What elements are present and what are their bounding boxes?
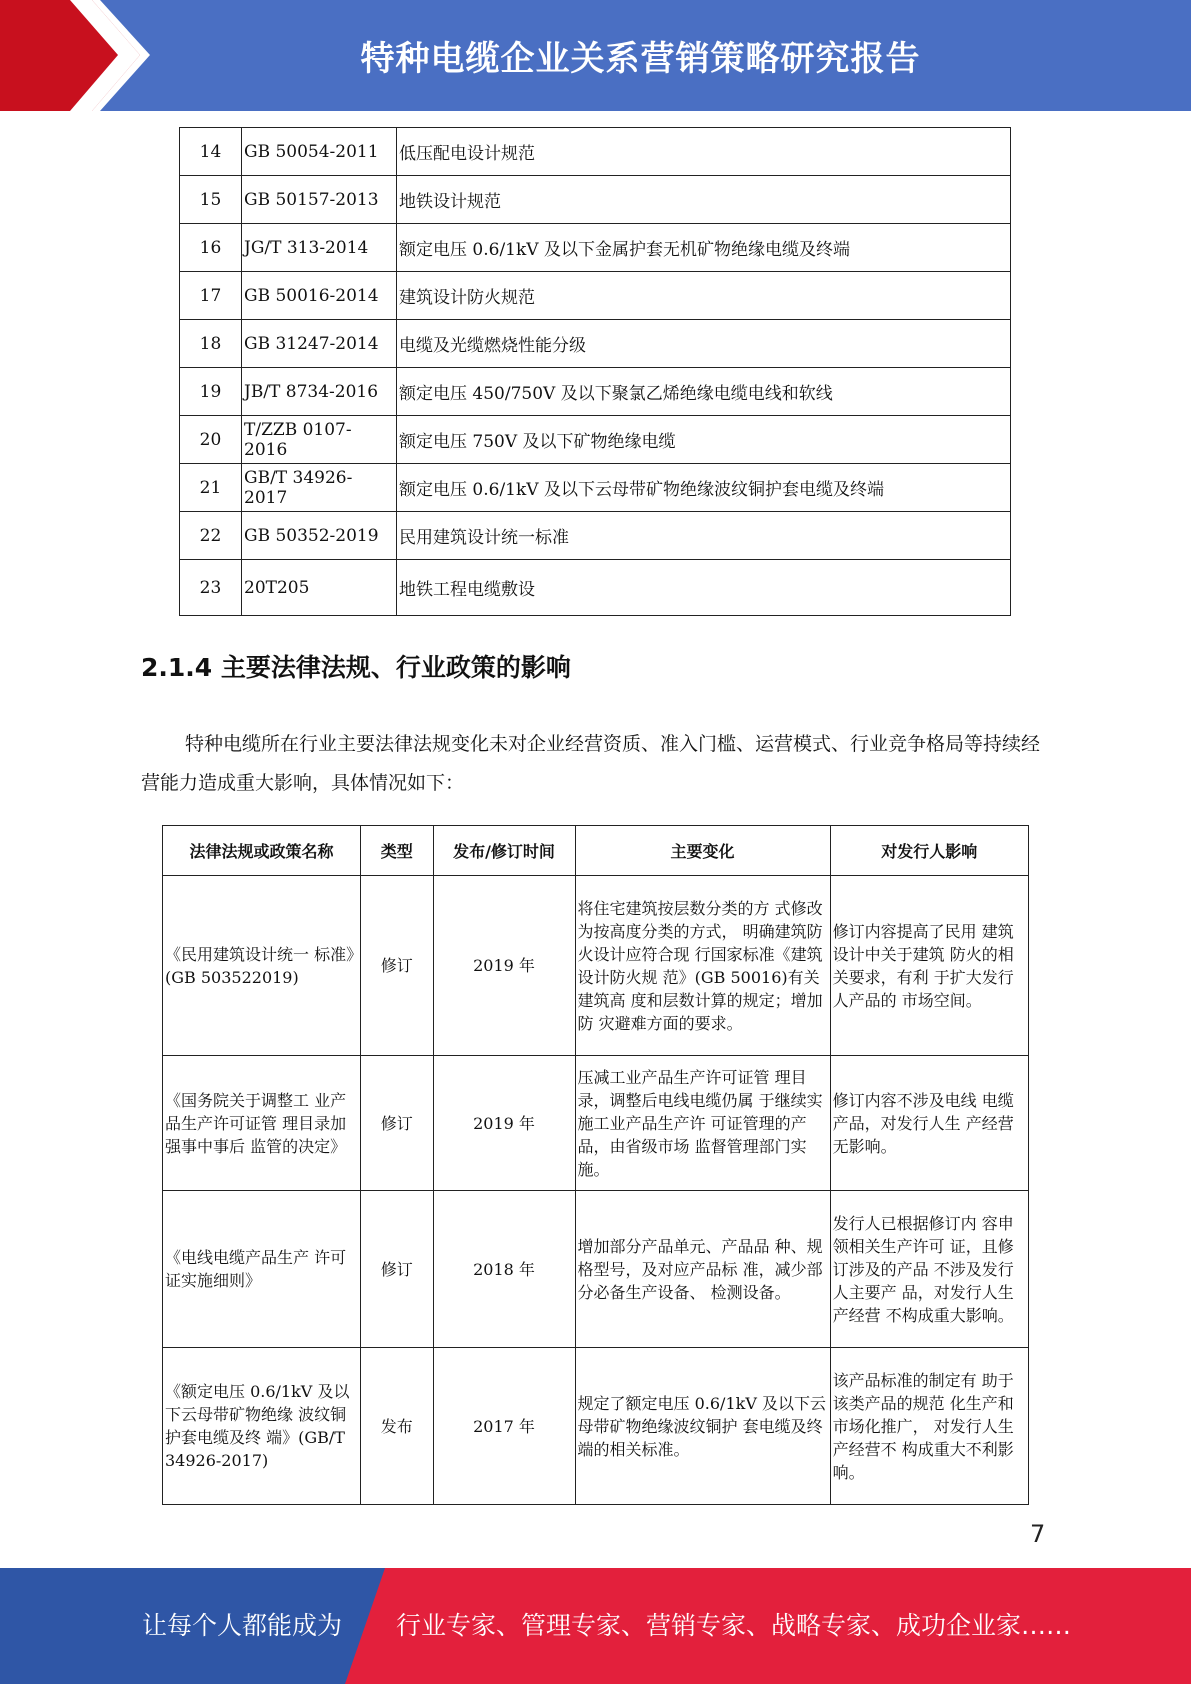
law-date-cell: 2019 年 — [433, 876, 575, 1056]
law-type-cell: 修订 — [361, 876, 433, 1056]
law-name-cell: 《额定电压 0.6/1kV 及以下云母带矿物绝缘 波纹铜护套电缆及终 端》(GB/T 34926-2017) — [163, 1348, 361, 1505]
standard-number-cell: 17 — [180, 272, 242, 320]
standard-name-cell: 地铁设计规范 — [397, 176, 1011, 224]
law-impact-cell: 发行人已根据修订内 容申领相关生产许可 证，且修订涉及的产品 不涉及发行人主要产 品，对发行人生产经营 不构成重大影响。 — [830, 1191, 1028, 1348]
column-header: 类型 — [361, 826, 433, 876]
standard-name-cell: 额定电压 0.6/1kV 及以下金属护套无机矿物绝缘电缆及终端 — [397, 224, 1011, 272]
page-number: 7 — [1030, 1520, 1046, 1548]
standard-number-cell: 14 — [180, 128, 242, 176]
header-arrow-decoration — [0, 0, 150, 111]
table-row — [163, 1056, 1029, 1191]
intro-paragraph: 特种电缆所在行业主要法律法规变化未对企业经营资质、准入门槛、运营模式、行业竞争格局等持续经营能力造成重大影响，具体情况如下： — [141, 733, 1041, 794]
table-row — [180, 560, 1011, 616]
standard-code-cell: JG/T 313-2014 — [242, 224, 397, 272]
law-change-cell: 增加部分产品单元、产品品 种、规格型号，及对应产品标 准，减少部分必备生产设备、 检测设备。 — [575, 1191, 830, 1348]
page-header — [0, 0, 1191, 111]
law-impact-cell: 修订内容提高了民用 建筑设计中关于建筑 防火的相关要求，有利 于扩大发行人产品的 市场空间。 — [830, 876, 1028, 1056]
standard-name-cell: 民用建筑设计统一标准 — [397, 512, 1011, 560]
law-date-cell: 2019 年 — [433, 1056, 575, 1191]
law-name-cell: 《国务院关于调整工 业产品生产许可证管 理目录加强事中事后 监管的决定》 — [163, 1056, 361, 1191]
law-policy-table — [162, 825, 1029, 1505]
standard-name-cell: 额定电压 750V 及以下矿物绝缘电缆 — [397, 416, 1011, 464]
standard-name-cell: 额定电压 0.6/1kV 及以下云母带矿物绝缘波纹铜护套电缆及终端 — [397, 464, 1011, 512]
column-header: 对发行人影响 — [830, 826, 1028, 876]
standard-code-cell: 20T205 — [242, 560, 397, 616]
column-header: 法律法规或政策名称 — [163, 826, 361, 876]
standard-number-cell: 23 — [180, 560, 242, 616]
standard-name-cell: 建筑设计防火规范 — [397, 272, 1011, 320]
table-row — [163, 876, 1029, 1056]
standard-code-cell: T/ZZB 0107-2016 — [242, 416, 397, 464]
section-heading: 2.1.4 主要法律法规、行业政策的影响 — [141, 653, 571, 682]
standard-number-cell: 22 — [180, 512, 242, 560]
table-header-row — [163, 826, 1029, 876]
standard-code-cell: GB 31247-2014 — [242, 320, 397, 368]
standard-name-cell: 额定电压 450/750V 及以下聚氯乙烯绝缘电缆电线和软线 — [397, 368, 1011, 416]
standard-code-cell: GB 50016-2014 — [242, 272, 397, 320]
law-date-cell: 2017 年 — [433, 1348, 575, 1505]
table-row — [180, 128, 1011, 176]
standard-name-cell: 地铁工程电缆敷设 — [397, 560, 1011, 616]
column-header: 主要变化 — [575, 826, 830, 876]
law-type-cell: 修订 — [361, 1056, 433, 1191]
table-row — [180, 464, 1011, 512]
footer-slogan-right: 行业专家、管理专家、营销专家、战略专家、成功企业家…… — [396, 1611, 1072, 1640]
law-change-cell: 压减工业产品生产许可证管 理目录，调整后电线电缆仍属 于继续实施工业产品生产许 可证管理的产品，由省级市场 监督管理部门实施。 — [575, 1056, 830, 1191]
law-date-cell: 2018 年 — [433, 1191, 575, 1348]
standard-number-cell: 20 — [180, 416, 242, 464]
standard-name-cell: 低压配电设计规范 — [397, 128, 1011, 176]
standards-table — [179, 127, 1011, 616]
standard-code-cell: GB 50054-2011 — [242, 128, 397, 176]
column-header: 发布/修订时间 — [433, 826, 575, 876]
standard-number-cell: 21 — [180, 464, 242, 512]
footer-slogan-left: 让每个人都能成为 — [142, 1611, 343, 1640]
report-title: 特种电缆企业关系营销策略研究报告 — [360, 39, 921, 79]
standard-number-cell: 19 — [180, 368, 242, 416]
law-name-cell: 《电线电缆产品生产 许可证实施细则》 — [163, 1191, 361, 1348]
table-row — [180, 176, 1011, 224]
law-type-cell: 发布 — [361, 1348, 433, 1505]
standard-name-cell: 电缆及光缆燃烧性能分级 — [397, 320, 1011, 368]
table-row — [180, 224, 1011, 272]
law-type-cell: 修订 — [361, 1191, 433, 1348]
standard-number-cell: 16 — [180, 224, 242, 272]
standard-code-cell: GB 50352-2019 — [242, 512, 397, 560]
table-row — [163, 1348, 1029, 1505]
table-row — [180, 512, 1011, 560]
page-footer — [0, 1568, 1191, 1684]
table-row — [180, 320, 1011, 368]
law-name-cell: 《民用建筑设计统一 标准》(GB 503522019) — [163, 876, 361, 1056]
standard-number-cell: 18 — [180, 320, 242, 368]
standard-number-cell: 15 — [180, 176, 242, 224]
table-row — [163, 1191, 1029, 1348]
law-impact-cell: 该产品标准的制定有 助于该类产品的规范 化生产和市场化推广， 对发行人生产经营不 构成重大不利影响。 — [830, 1348, 1028, 1505]
law-change-cell: 将住宅建筑按层数分类的方 式修改为按高度分类的方式， 明确建筑防火设计应符合现 行国家标准《建筑设计防火规 范》(GB 50016)有关建筑高 度和层数计算的规定；增加防 灾避难方面的要求。 — [575, 876, 830, 1056]
table-row — [180, 416, 1011, 464]
table-row — [180, 368, 1011, 416]
law-impact-cell: 修订内容不涉及电线 电缆产品，对发行人生 产经营无影响。 — [830, 1056, 1028, 1191]
standard-code-cell: JB/T 8734-2016 — [242, 368, 397, 416]
law-change-cell: 规定了额定电压 0.6/1kV 及以下云母带矿物绝缘波纹铜护 套电缆及终端的相关标准。 — [575, 1348, 830, 1505]
standard-code-cell: GB 50157-2013 — [242, 176, 397, 224]
table-row — [180, 272, 1011, 320]
standard-code-cell: GB/T 34926-2017 — [242, 464, 397, 512]
